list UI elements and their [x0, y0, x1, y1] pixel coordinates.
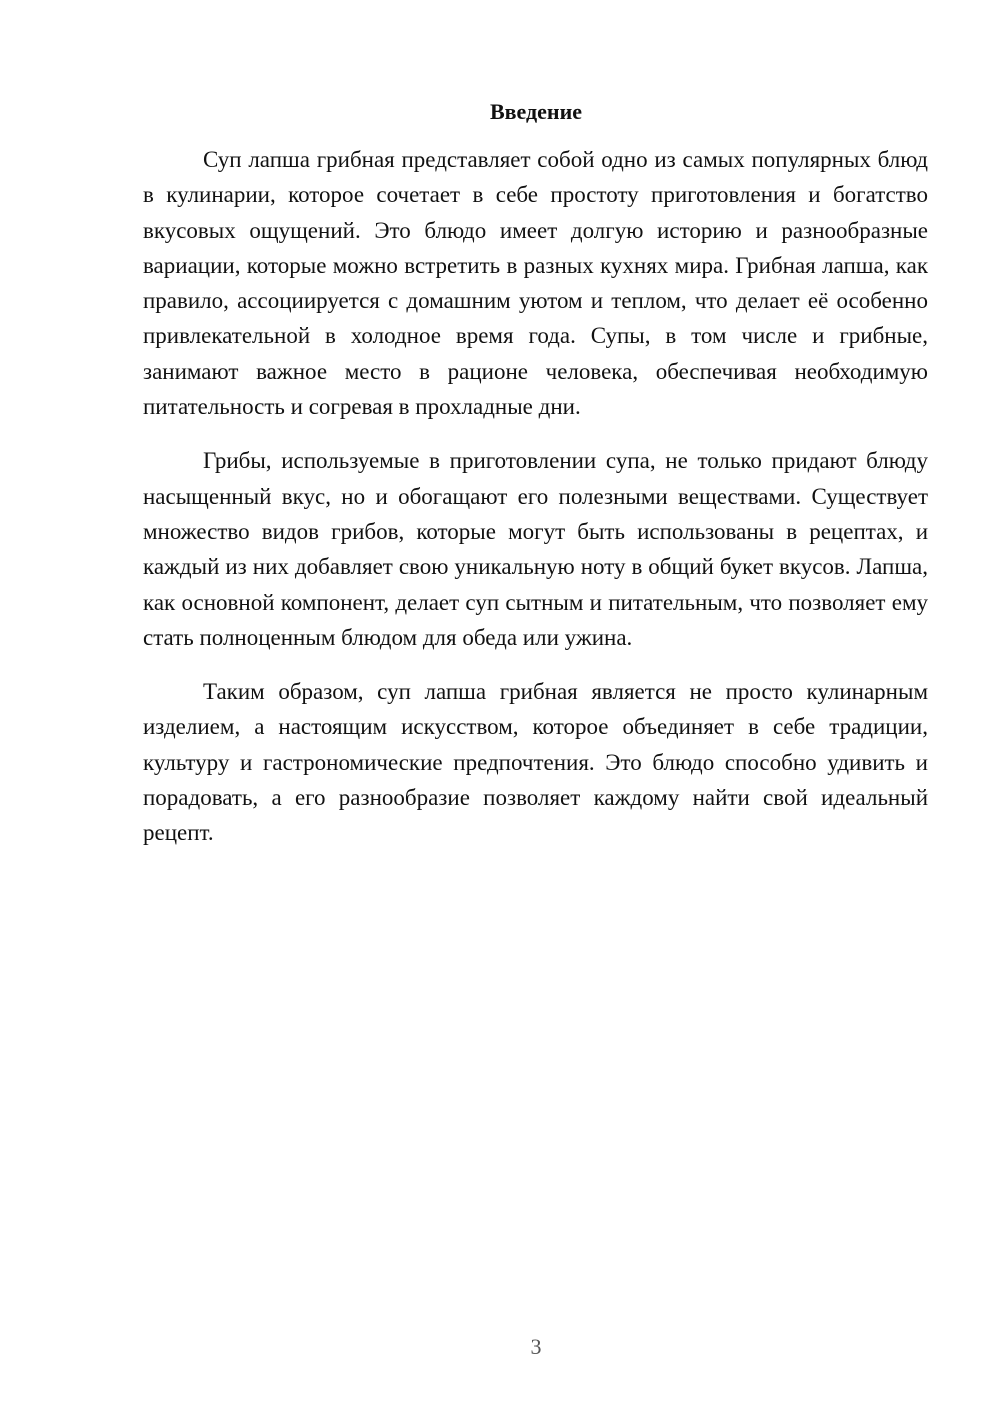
body-text [143, 142, 928, 870]
page-number: 3 [530, 1334, 542, 1359]
paragraph-2: Грибы, используемые в приготовлении супа, не только придают блюду насыщенный вкус, но и обогащают его полезными веществами. Существует множество видов грибов, которые могут быть использованы в рецептах, и каждый из них добавляет свою уникальную ноту в общий букет вкусов. Лапша, как основной компонент, делает суп сытным и питательным, что позволяет ему стать полноценным блюдом для обеда или ужина. [143, 448, 928, 650]
paragraph-3: Таким образом, суп лапша грибная является не просто кулинарным изделием, а настоящим искусством, которое объединяет в себе традиции, культуру и гастрономические предпочтения. Это блюдо способно удивить и порадовать, а его разнообразие позволяет каждому найти свой идеальный рецепт. [143, 679, 928, 846]
paragraph-1: Суп лапша грибная представляет собой одно из самых популярных блюд в кулинарии, которое сочетает в себе простоту приготовления и богатство вкусовых ощущений. Это блюдо имеет долгую историю и разнообразные вариации, которые можно встретить в разных кухнях мира. Грибная лапша, как правило, ассоциируется с домашним уютом и теплом, что делает её особенно привлекательной в холодное время года. Супы, в том числе и грибные, занимают важное место в рационе человека, обеспечивая необходимую питательность и согревая в прохладные дни. [143, 147, 928, 420]
page-title: Введение [489, 99, 583, 124]
